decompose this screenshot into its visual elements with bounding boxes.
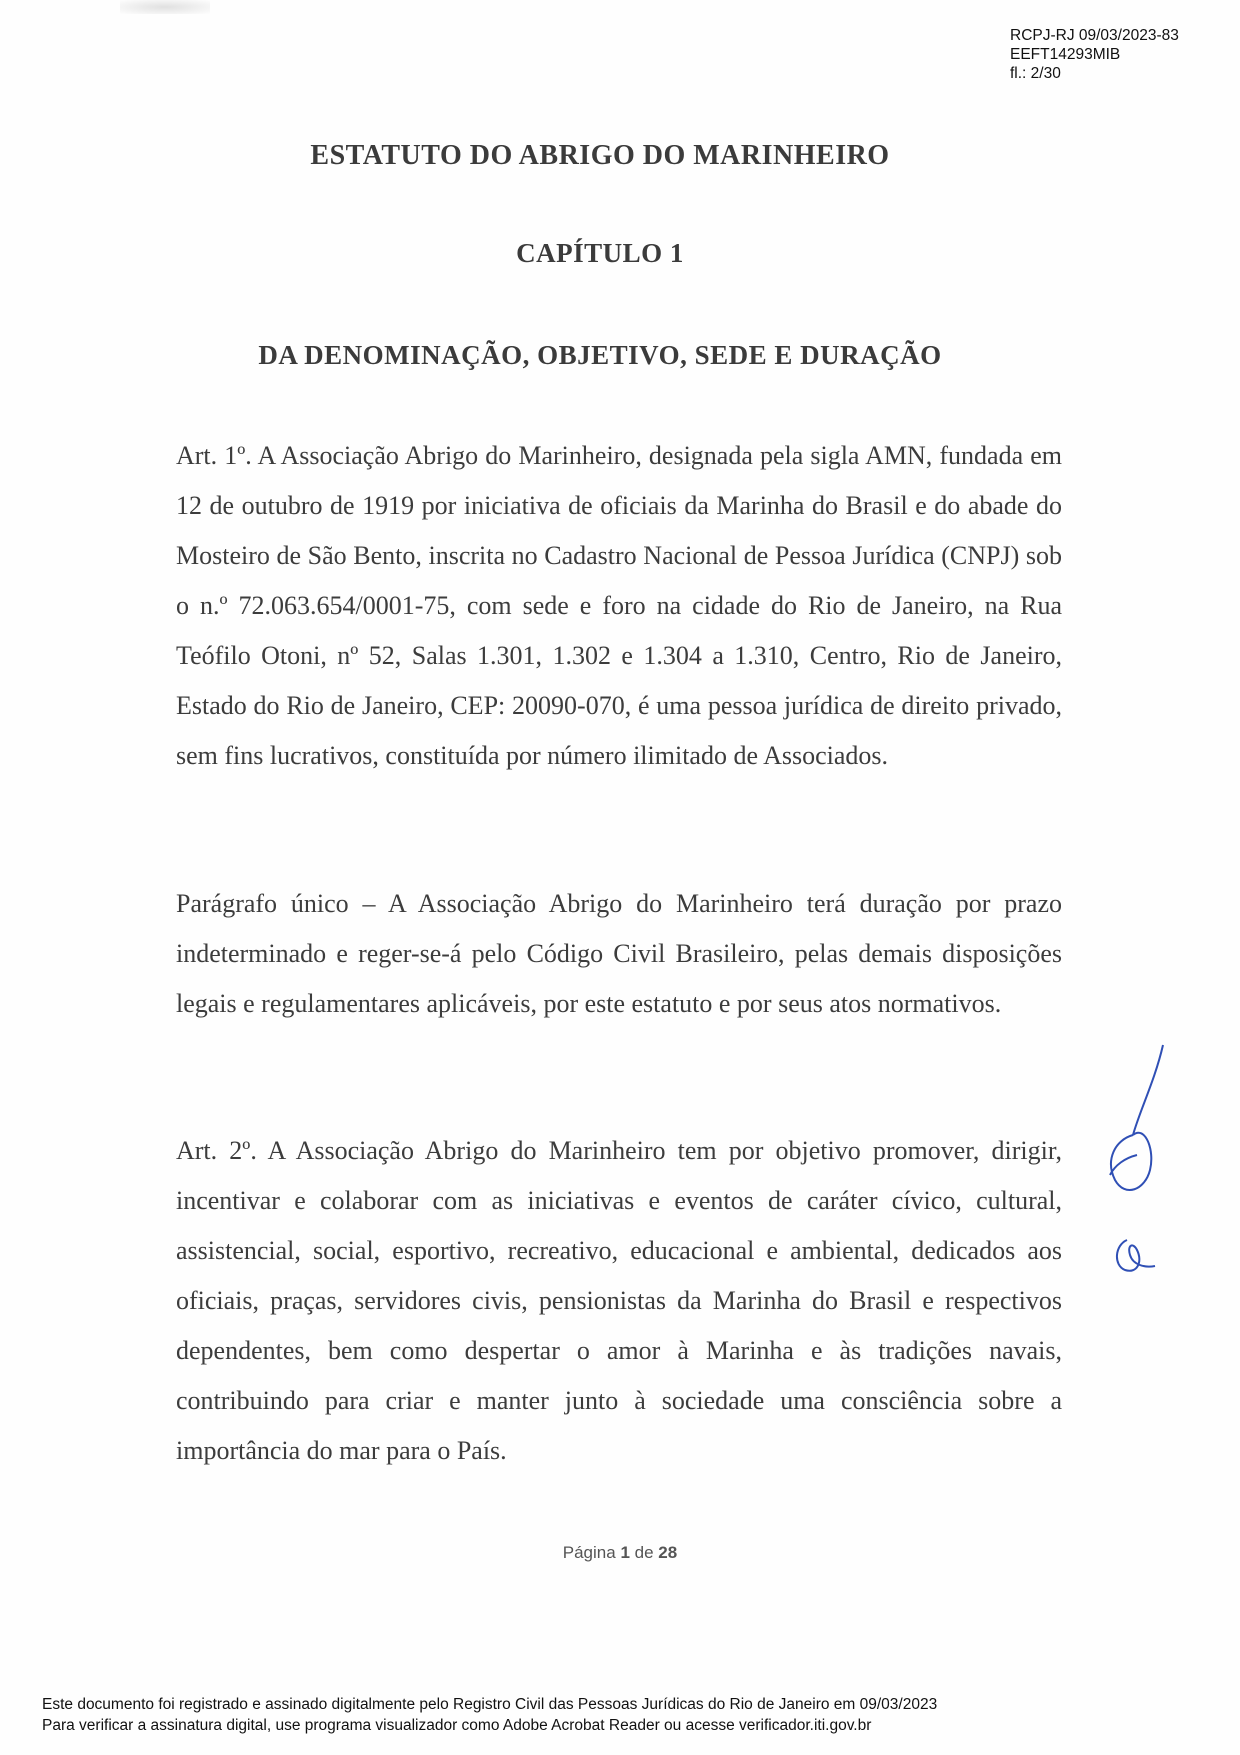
page-label: Página	[562, 1543, 616, 1562]
document-title: ESTATUTO DO ABRIGO DO MARINHEIRO	[310, 140, 890, 171]
page-of-label: de	[634, 1543, 654, 1562]
stamp-registry-line: RCPJ-RJ 09/03/2023-83	[1010, 27, 1179, 44]
footer-registration-line: Este documento foi registrado e assinado digitalmente pelo Registro Civil das Pessoas Jurídicas do Rio de Janeiro em 09/03/2023	[42, 1696, 938, 1713]
sole-paragraph: Parágrafo único – A Associação Abrigo do Marinheiro terá duração por prazo indeterminado e reger-se-á pelo Código Civil Brasileiro, pelas demais disposições legais e regulamentares aplicáveis, por este estatuto e por seus atos normativos.	[176, 889, 1062, 1018]
article-1-paragraph: Art. 1º. A Associação Abrigo do Marinheiro, designada pela sigla AMN, fundada em 12 de outubro de 1919 por iniciativa de oficiais da Marinha do Brasil e do abade do Mosteiro de São Bento, inscrita no Cadastro Nacional de Pessoa Jurídica (CNPJ) sob o n.º 72.063.654/0001-75, com sede e foro na cidade do Rio de Janeiro, na Rua Teófilo Otoni, nº 52, Salas 1.301, 1.302 e 1.304 a 1.310, Centro, Rio de Janeiro, Estado do Rio de Janeiro, CEP: 20090-070, é uma pessoa jurídica de direito privado, sem fins lucrativos, constituída por número ilimitado de Associados.	[176, 441, 1062, 770]
scan-artifact	[120, 0, 210, 14]
signature-initials-icon	[1085, 1040, 1195, 1300]
footer-verification-line: Para verificar a assinatura digital, use programa visualizador como Adobe Acrobat Reader ou acesse verificador.iti.gov.br	[42, 1717, 872, 1734]
registry-stamp	[1010, 26, 1179, 83]
article-2-paragraph: Art. 2º. A Associação Abrigo do Marinheiro tem por objetivo promover, dirigir, incentivar e colaborar com as iniciativas e eventos de caráter cívico, cultural, assistencial, social, esportivo, recreativo, educacional e ambiental, dedicados aos oficiais, praças, servidores civis, pensionistas da Marinha do Brasil e respectivos dependentes, bem como despertar o amor à Marinha e às tradições navais, contribuindo para criar e manter junto à sociedade uma consciência sobre a importância do mar para o País.	[176, 1136, 1062, 1465]
stamp-sheet-line: fl.: 2/30	[1010, 65, 1061, 82]
stamp-code-line: EEFT14293MIB	[1010, 46, 1121, 63]
chapter-heading: CAPÍTULO 1	[516, 238, 684, 268]
page-number	[0, 1543, 1240, 1563]
page-current: 1	[620, 1543, 630, 1562]
section-heading: DA DENOMINAÇÃO, OBJETIVO, SEDE E DURAÇÃO	[258, 340, 942, 370]
digital-signature-footer	[42, 1694, 937, 1736]
page-total: 28	[658, 1543, 678, 1562]
